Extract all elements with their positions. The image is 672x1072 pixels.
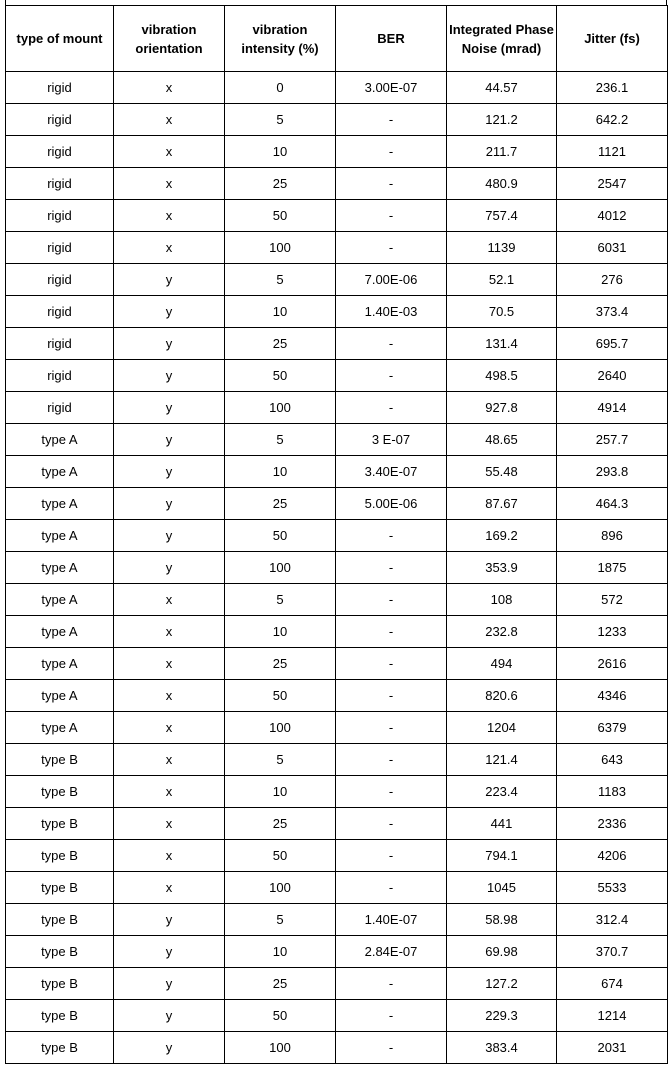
cell-jitter: 1121 [557,136,668,168]
cell-ber: 1.40E-07 [336,904,447,936]
cell-vibration-orientation: x [114,680,225,712]
cell-ber: - [336,168,447,200]
cell-integrated-phase-noise: 55.48 [447,456,557,488]
table-row [6,200,668,232]
cell-ber: - [336,552,447,584]
cell-type-of-mount: type B [6,776,114,808]
cell-vibration-intensity: 100 [225,1032,336,1064]
table-row [6,520,668,552]
cell-type-of-mount: type B [6,1032,114,1064]
cell-integrated-phase-noise: 1204 [447,712,557,744]
table-row [6,712,668,744]
cell-integrated-phase-noise: 441 [447,808,557,840]
cell-ber: - [336,776,447,808]
table-body [6,72,668,1064]
cell-jitter: 370.7 [557,936,668,968]
table-row [6,296,668,328]
cell-integrated-phase-noise: 927.8 [447,392,557,424]
cell-ber: 3.00E-07 [336,72,447,104]
cell-type-of-mount: rigid [6,392,114,424]
cell-vibration-intensity: 5 [225,104,336,136]
cell-ber: 3 E-07 [336,424,447,456]
cell-jitter: 4012 [557,200,668,232]
cell-vibration-intensity: 0 [225,72,336,104]
table-row [6,936,668,968]
cell-integrated-phase-noise: 87.67 [447,488,557,520]
cell-jitter: 312.4 [557,904,668,936]
cell-ber: - [336,680,447,712]
table-row [6,72,668,104]
cell-type-of-mount: type A [6,520,114,552]
cell-vibration-orientation: y [114,424,225,456]
cell-type-of-mount: type B [6,808,114,840]
cell-jitter: 642.2 [557,104,668,136]
cell-ber: 3.40E-07 [336,456,447,488]
cell-vibration-intensity: 5 [225,584,336,616]
cell-integrated-phase-noise: 52.1 [447,264,557,296]
cell-type-of-mount: rigid [6,168,114,200]
header-row [6,6,668,72]
cell-ber: - [336,1000,447,1032]
cell-vibration-intensity: 50 [225,360,336,392]
cell-integrated-phase-noise: 353.9 [447,552,557,584]
cell-type-of-mount: type A [6,648,114,680]
cell-jitter: 257.7 [557,424,668,456]
cell-type-of-mount: type A [6,616,114,648]
cell-vibration-orientation: y [114,936,225,968]
cell-integrated-phase-noise: 121.2 [447,104,557,136]
cell-vibration-orientation: y [114,1000,225,1032]
cell-vibration-orientation: y [114,456,225,488]
cell-jitter: 464.3 [557,488,668,520]
table-row [6,744,668,776]
cell-jitter: 4206 [557,840,668,872]
cell-jitter: 2616 [557,648,668,680]
table-row [6,488,668,520]
cell-vibration-orientation: y [114,392,225,424]
cell-vibration-intensity: 25 [225,648,336,680]
cell-vibration-intensity: 50 [225,1000,336,1032]
cell-jitter: 1233 [557,616,668,648]
cell-jitter: 2547 [557,168,668,200]
cell-ber: - [336,840,447,872]
cell-vibration-orientation: x [114,808,225,840]
cell-vibration-orientation: x [114,104,225,136]
cell-vibration-intensity: 10 [225,296,336,328]
cell-jitter: 896 [557,520,668,552]
cell-type-of-mount: type A [6,680,114,712]
cell-integrated-phase-noise: 69.98 [447,936,557,968]
cell-integrated-phase-noise: 480.9 [447,168,557,200]
cell-integrated-phase-noise: 232.8 [447,616,557,648]
cell-type-of-mount: type B [6,936,114,968]
cell-type-of-mount: rigid [6,360,114,392]
cell-vibration-intensity: 100 [225,712,336,744]
cell-vibration-intensity: 50 [225,520,336,552]
cell-type-of-mount: rigid [6,104,114,136]
cell-ber: - [336,584,447,616]
cell-integrated-phase-noise: 127.2 [447,968,557,1000]
cell-type-of-mount: type A [6,456,114,488]
table-row [6,392,668,424]
cell-integrated-phase-noise: 48.65 [447,424,557,456]
cell-vibration-orientation: x [114,200,225,232]
cell-vibration-intensity: 100 [225,552,336,584]
header-type-of-mount: type of mount [6,6,114,72]
cell-integrated-phase-noise: 820.6 [447,680,557,712]
cell-vibration-intensity: 10 [225,616,336,648]
table-row [6,840,668,872]
cell-ber: 2.84E-07 [336,936,447,968]
table-row [6,904,668,936]
cell-vibration-orientation: x [114,872,225,904]
cell-type-of-mount: rigid [6,200,114,232]
cell-integrated-phase-noise: 494 [447,648,557,680]
cell-jitter: 6379 [557,712,668,744]
cell-vibration-intensity: 50 [225,840,336,872]
cell-type-of-mount: rigid [6,232,114,264]
cell-ber: - [336,712,447,744]
cell-integrated-phase-noise: 383.4 [447,1032,557,1064]
cell-type-of-mount: rigid [6,296,114,328]
cell-type-of-mount: type A [6,488,114,520]
table-row [6,456,668,488]
cell-jitter: 1214 [557,1000,668,1032]
cell-ber: 7.00E-06 [336,264,447,296]
cell-ber: - [336,1032,447,1064]
table-row [6,136,668,168]
cell-type-of-mount: type B [6,872,114,904]
cell-vibration-orientation: x [114,744,225,776]
cell-jitter: 4914 [557,392,668,424]
cell-type-of-mount: rigid [6,328,114,360]
cell-ber: - [336,872,447,904]
table-row [6,168,668,200]
table-row [6,1000,668,1032]
cell-type-of-mount: type B [6,744,114,776]
cell-vibration-orientation: y [114,552,225,584]
cell-vibration-orientation: y [114,488,225,520]
cell-jitter: 643 [557,744,668,776]
header-integrated-phase-noise: Integrated Phase Noise (mrad) [447,6,557,72]
cell-type-of-mount: type A [6,552,114,584]
cell-jitter: 5533 [557,872,668,904]
cell-vibration-intensity: 5 [225,424,336,456]
table-row [6,232,668,264]
cell-ber: - [336,648,447,680]
cell-vibration-intensity: 25 [225,808,336,840]
cell-integrated-phase-noise: 1139 [447,232,557,264]
cell-integrated-phase-noise: 229.3 [447,1000,557,1032]
cell-integrated-phase-noise: 121.4 [447,744,557,776]
cell-type-of-mount: rigid [6,136,114,168]
cell-vibration-orientation: x [114,616,225,648]
cell-vibration-intensity: 50 [225,680,336,712]
cell-integrated-phase-noise: 169.2 [447,520,557,552]
cell-type-of-mount: rigid [6,72,114,104]
table-row [6,552,668,584]
cell-vibration-orientation: x [114,584,225,616]
cell-vibration-intensity: 25 [225,328,336,360]
cell-integrated-phase-noise: 794.1 [447,840,557,872]
cell-jitter: 695.7 [557,328,668,360]
cell-vibration-orientation: y [114,264,225,296]
cell-integrated-phase-noise: 108 [447,584,557,616]
cell-ber: 1.40E-03 [336,296,447,328]
cell-vibration-orientation: y [114,968,225,1000]
header-vibration-intensity: vibration intensity (%) [225,6,336,72]
cell-vibration-orientation: y [114,328,225,360]
cell-vibration-orientation: y [114,296,225,328]
cell-integrated-phase-noise: 58.98 [447,904,557,936]
table-row [6,1032,668,1064]
data-table [5,5,668,1064]
cell-type-of-mount: rigid [6,264,114,296]
cell-integrated-phase-noise: 70.5 [447,296,557,328]
cell-vibration-orientation: y [114,904,225,936]
cell-type-of-mount: type B [6,1000,114,1032]
cell-jitter: 2640 [557,360,668,392]
table-row [6,872,668,904]
table-row [6,648,668,680]
cell-ber: - [336,520,447,552]
cell-type-of-mount: type B [6,968,114,1000]
cell-vibration-orientation: x [114,72,225,104]
cell-vibration-orientation: x [114,840,225,872]
cell-vibration-intensity: 10 [225,776,336,808]
table-row [6,616,668,648]
cell-vibration-intensity: 10 [225,936,336,968]
header-vibration-orientation: vibration orientation [114,6,225,72]
cell-vibration-orientation: y [114,1032,225,1064]
cell-vibration-intensity: 10 [225,456,336,488]
table-row [6,776,668,808]
cell-jitter: 572 [557,584,668,616]
cell-ber: - [336,616,447,648]
cell-ber: - [336,200,447,232]
cell-jitter: 4346 [557,680,668,712]
cell-vibration-orientation: x [114,136,225,168]
cell-type-of-mount: type B [6,840,114,872]
cell-jitter: 236.1 [557,72,668,104]
cell-jitter: 2031 [557,1032,668,1064]
cell-vibration-orientation: y [114,360,225,392]
cell-vibration-intensity: 100 [225,872,336,904]
cell-jitter: 6031 [557,232,668,264]
cell-jitter: 1183 [557,776,668,808]
cell-vibration-intensity: 10 [225,136,336,168]
cell-ber: - [336,392,447,424]
cell-vibration-intensity: 25 [225,968,336,1000]
cell-ber: - [336,328,447,360]
table-row [6,808,668,840]
table-row [6,584,668,616]
cell-type-of-mount: type A [6,712,114,744]
header-ber: BER [336,6,447,72]
cell-type-of-mount: type A [6,584,114,616]
cell-vibration-orientation: x [114,712,225,744]
cell-ber: - [336,232,447,264]
header-jitter: Jitter (fs) [557,6,668,72]
cell-jitter: 293.8 [557,456,668,488]
cell-ber: - [336,104,447,136]
cell-integrated-phase-noise: 757.4 [447,200,557,232]
cell-ber: - [336,744,447,776]
cell-vibration-intensity: 100 [225,392,336,424]
cell-vibration-intensity: 5 [225,264,336,296]
cell-vibration-intensity: 25 [225,488,336,520]
cell-vibration-orientation: y [114,520,225,552]
cell-integrated-phase-noise: 131.4 [447,328,557,360]
table-row [6,264,668,296]
cell-integrated-phase-noise: 223.4 [447,776,557,808]
cell-ber: - [336,968,447,1000]
table-row [6,680,668,712]
cell-vibration-orientation: x [114,648,225,680]
cell-jitter: 1875 [557,552,668,584]
cell-integrated-phase-noise: 44.57 [447,72,557,104]
table-header [6,6,668,72]
cell-ber: 5.00E-06 [336,488,447,520]
table-row [6,104,668,136]
cell-vibration-intensity: 5 [225,904,336,936]
cell-vibration-orientation: x [114,232,225,264]
cell-vibration-intensity: 5 [225,744,336,776]
table-row [6,360,668,392]
cell-vibration-orientation: x [114,168,225,200]
cell-ber: - [336,808,447,840]
cell-integrated-phase-noise: 498.5 [447,360,557,392]
cell-vibration-intensity: 100 [225,232,336,264]
cell-ber: - [336,360,447,392]
table-row [6,424,668,456]
cell-jitter: 2336 [557,808,668,840]
cell-vibration-orientation: x [114,776,225,808]
cell-ber: - [336,136,447,168]
cell-type-of-mount: type B [6,904,114,936]
cell-jitter: 276 [557,264,668,296]
cell-integrated-phase-noise: 211.7 [447,136,557,168]
cell-vibration-intensity: 25 [225,168,336,200]
cell-jitter: 674 [557,968,668,1000]
cell-integrated-phase-noise: 1045 [447,872,557,904]
table-row [6,328,668,360]
table-row [6,968,668,1000]
cell-vibration-intensity: 50 [225,200,336,232]
cell-type-of-mount: type A [6,424,114,456]
cell-jitter: 373.4 [557,296,668,328]
